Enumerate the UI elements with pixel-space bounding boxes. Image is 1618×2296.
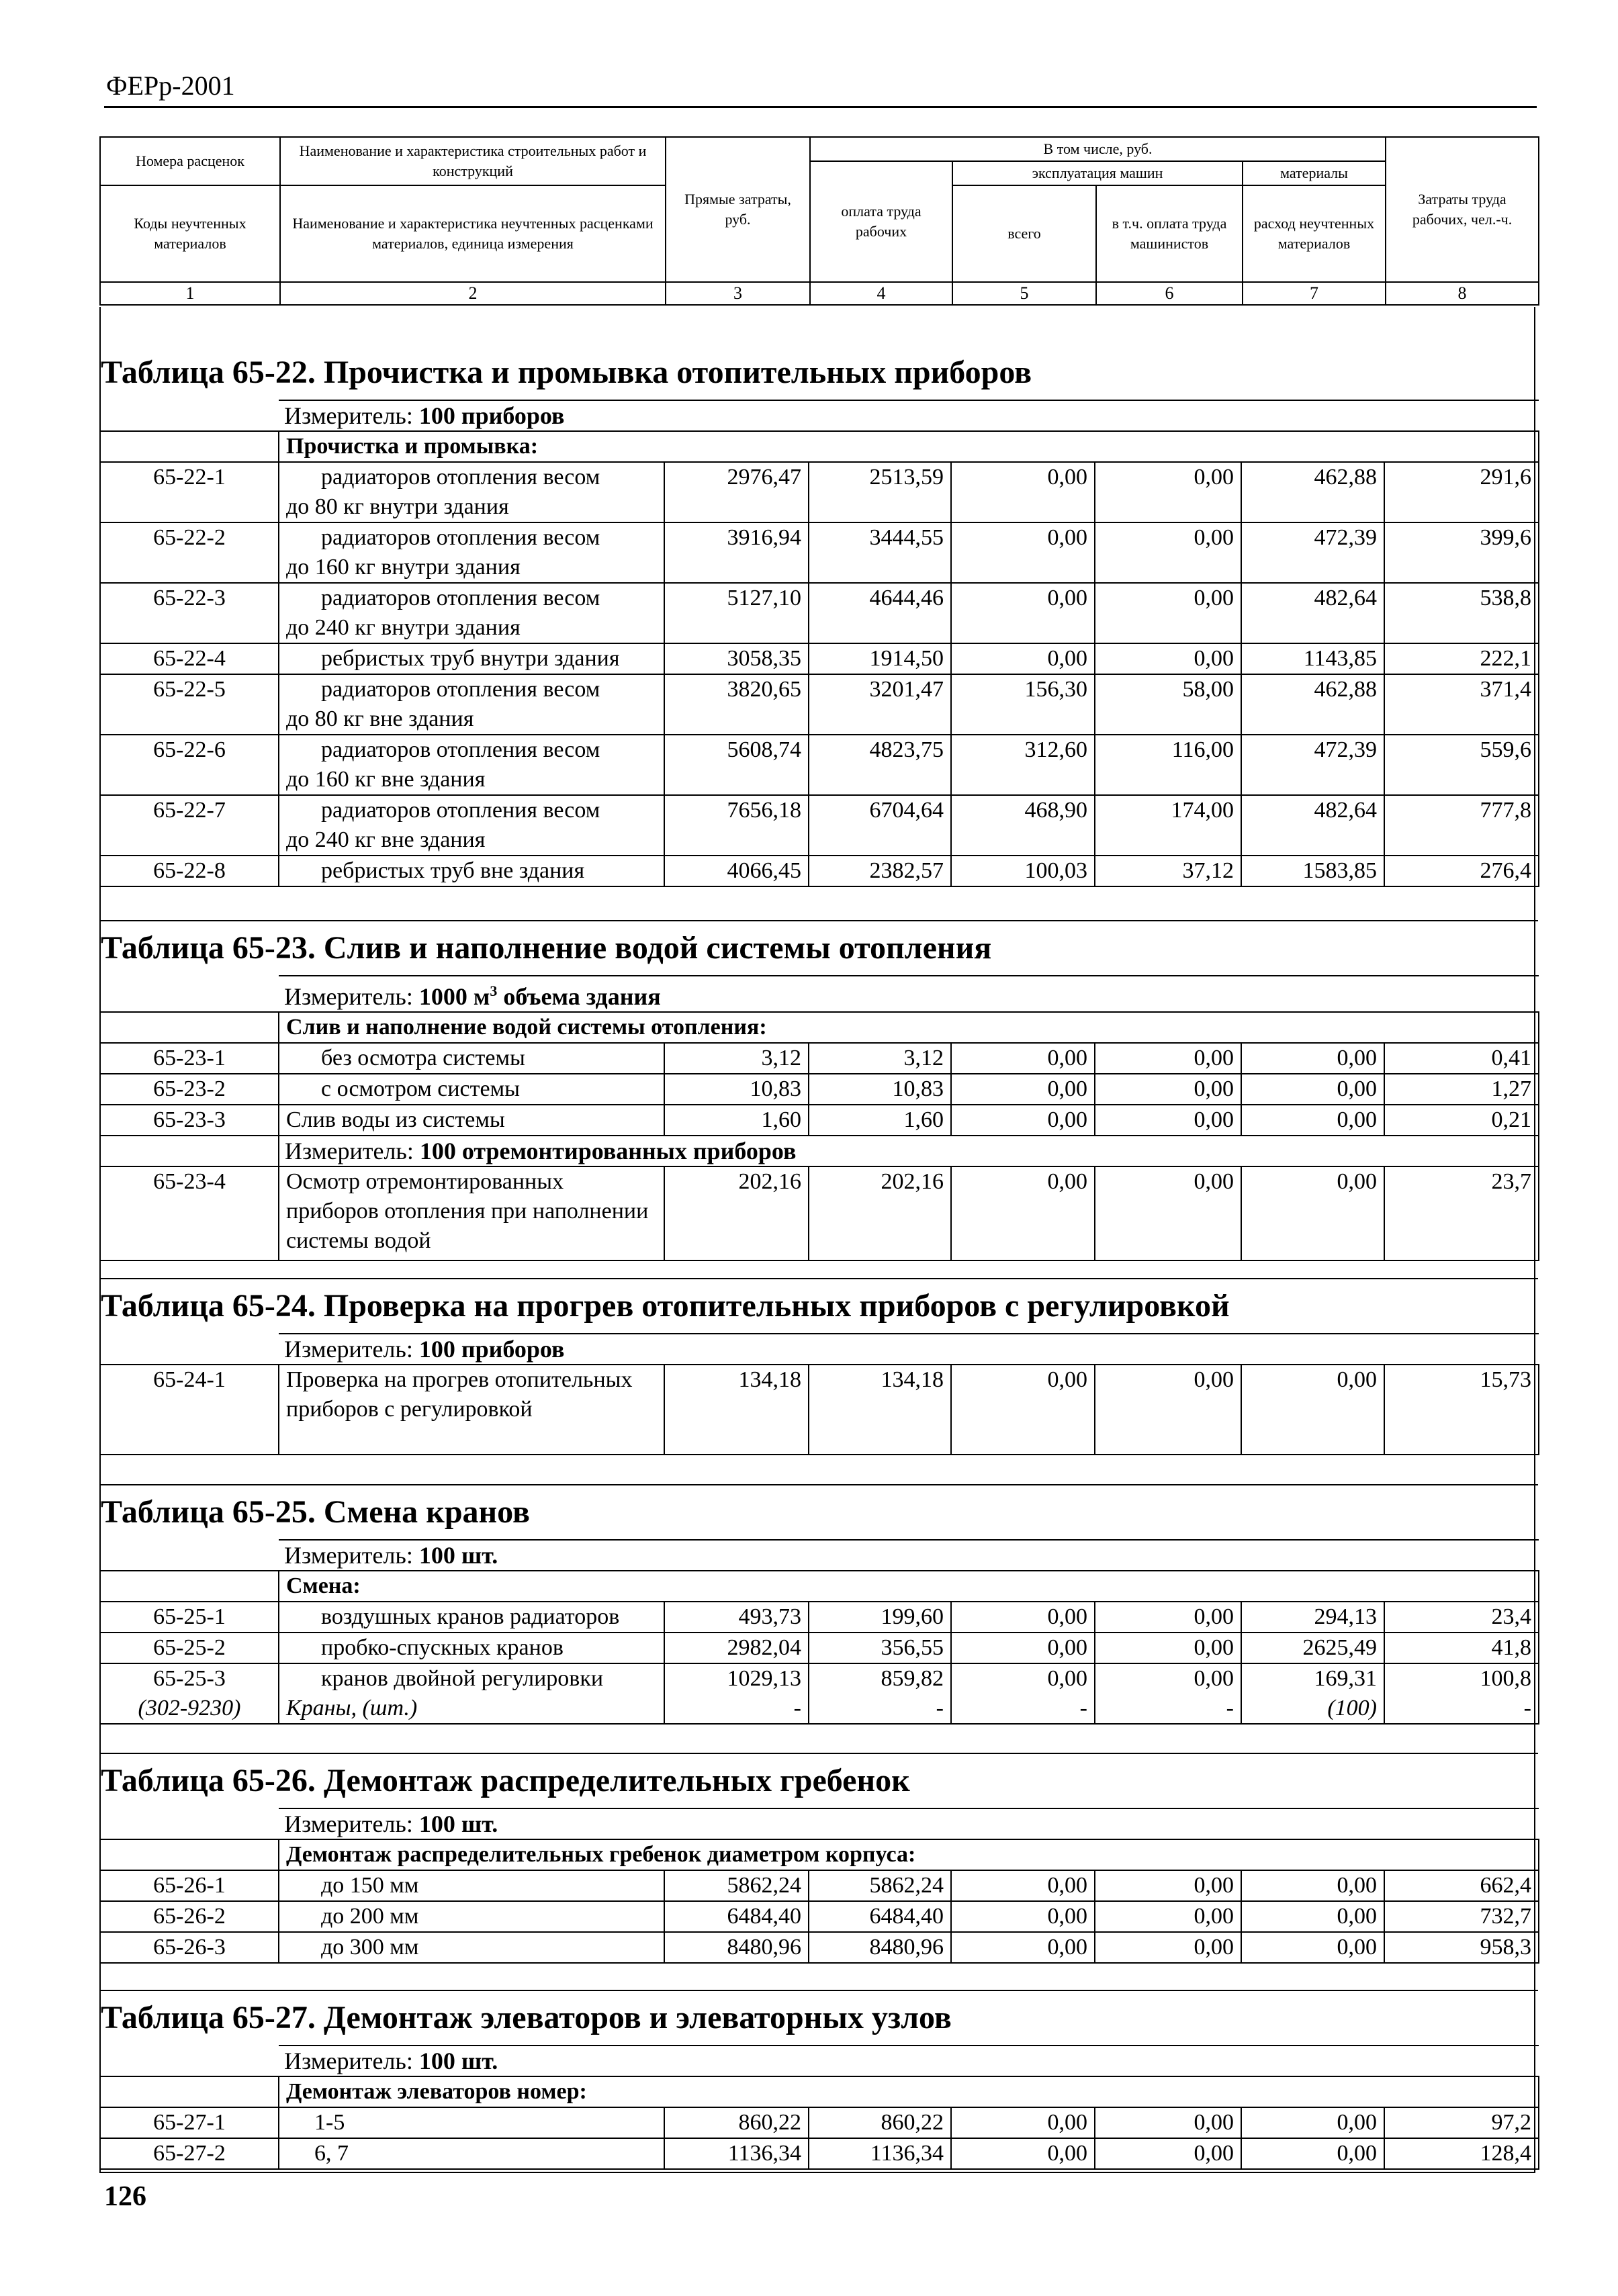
rate-code: 65-23-2 bbox=[100, 1074, 279, 1105]
measure-line bbox=[279, 1540, 1539, 1571]
direct-cost: - bbox=[664, 1694, 809, 1724]
machinist-wages: 0,00 bbox=[1095, 1932, 1241, 1963]
table-row bbox=[100, 1074, 1539, 1105]
machine-cost: 0,00 bbox=[951, 1105, 1095, 1136]
direct-cost: 6484,40 bbox=[664, 1901, 809, 1932]
wages: 6704,64 bbox=[809, 795, 951, 856]
measure-label: Измеритель: bbox=[284, 1336, 413, 1363]
work-name: до 150 мм bbox=[279, 1870, 664, 1901]
materials-cost: 0,00 bbox=[1241, 2107, 1384, 2138]
work-name: Проверка на прогрев отопительных приборов с регулировкой bbox=[279, 1365, 664, 1455]
col-number: 6 bbox=[1096, 282, 1243, 305]
rate-code: 65-23-3 bbox=[100, 1105, 279, 1136]
rate-code: 65-26-1 bbox=[100, 1870, 279, 1901]
work-name: кранов двойной регулировки bbox=[279, 1663, 664, 1694]
machinist-wages: 0,00 bbox=[1095, 2107, 1241, 2138]
wages: 1136,34 bbox=[809, 2138, 951, 2169]
work-name: радиаторов отопления весом до 160 кг вне здания bbox=[279, 735, 664, 795]
wages: 4823,75 bbox=[809, 735, 951, 795]
work-name: 1-5 bbox=[279, 2107, 664, 2138]
measure-label: Измеритель: bbox=[284, 1810, 413, 1837]
section-65-22 bbox=[99, 346, 1538, 887]
direct-cost: 10,83 bbox=[664, 1074, 809, 1105]
machinist-wages: 0,00 bbox=[1095, 1602, 1241, 1633]
measure-label: Измеритель: bbox=[285, 1138, 414, 1164]
wages: 4644,46 bbox=[809, 583, 951, 643]
section-title: Таблица 65-22. Прочистка и промывка отопительных приборов bbox=[101, 355, 1032, 390]
table-row bbox=[100, 1663, 1539, 1694]
section-65-27 bbox=[99, 1990, 1538, 2170]
materials-cost: 0,00 bbox=[1241, 1932, 1384, 1963]
labor-hours: 958,3 bbox=[1384, 1932, 1539, 1963]
rate-code: 65-22-7 bbox=[100, 795, 279, 856]
measure-value: 100 приборов bbox=[418, 1336, 565, 1363]
measure-line bbox=[279, 1334, 1539, 1365]
table-row bbox=[100, 1365, 1539, 1455]
direct-cost: 3820,65 bbox=[664, 674, 809, 735]
direct-cost: 3,12 bbox=[664, 1043, 809, 1074]
machine-cost: 0,00 bbox=[951, 1602, 1095, 1633]
table-row bbox=[100, 1932, 1539, 1963]
machine-cost: 0,00 bbox=[951, 1870, 1095, 1901]
wages: 8480,96 bbox=[809, 1932, 951, 1963]
machinist-wages: 174,00 bbox=[1095, 795, 1241, 856]
direct-cost: 202,16 bbox=[664, 1166, 809, 1260]
materials-cost: 0,00 bbox=[1241, 1870, 1384, 1901]
machinist-wages: 0,00 bbox=[1095, 1663, 1241, 1694]
wages: 6484,40 bbox=[809, 1901, 951, 1932]
direct-cost: 5127,10 bbox=[664, 583, 809, 643]
measure-label: Измеритель: bbox=[284, 402, 413, 429]
table-row bbox=[100, 1870, 1539, 1901]
subheader: Смена: bbox=[279, 1571, 1539, 1602]
work-name: воздушных кранов радиаторов bbox=[279, 1602, 664, 1633]
materials-cost: 482,64 bbox=[1241, 583, 1384, 643]
rate-code: 65-27-2 bbox=[100, 2138, 279, 2169]
machine-cost: 0,00 bbox=[951, 462, 1095, 522]
table-row bbox=[100, 1166, 1539, 1260]
machine-cost: 0,00 bbox=[951, 583, 1095, 643]
col-number: 3 bbox=[666, 282, 810, 305]
table-row bbox=[100, 735, 1539, 795]
work-name: радиаторов отопления весом до 240 кг внутри здания bbox=[279, 583, 664, 643]
machine-cost: 0,00 bbox=[951, 1633, 1095, 1663]
rates-table bbox=[99, 400, 1539, 887]
material-name: Краны, (шт.) bbox=[279, 1694, 664, 1724]
machine-cost: 0,00 bbox=[951, 643, 1095, 674]
wages: 202,16 bbox=[809, 1166, 951, 1260]
rate-code: 65-27-1 bbox=[100, 2107, 279, 2138]
rates-table bbox=[99, 2045, 1539, 2170]
direct-cost: 5862,24 bbox=[664, 1870, 809, 1901]
table-row bbox=[100, 1901, 1539, 1932]
wages: 5862,24 bbox=[809, 1870, 951, 1901]
table-row bbox=[100, 2107, 1539, 2138]
machine-cost: 0,00 bbox=[951, 2138, 1095, 2169]
direct-cost: 860,22 bbox=[664, 2107, 809, 2138]
work-name: без осмотра системы bbox=[279, 1043, 664, 1074]
measure-value: 100 шт. bbox=[418, 2048, 498, 2074]
rates-table bbox=[99, 1333, 1539, 1455]
subheader: Демонтаж элеваторов номер: bbox=[279, 2076, 1539, 2107]
direct-cost: 3916,94 bbox=[664, 522, 809, 583]
material-code: (302-9230) bbox=[100, 1694, 279, 1724]
machinist-wages: 0,00 bbox=[1095, 522, 1241, 583]
labor-hours: 1,27 bbox=[1384, 1074, 1539, 1105]
machine-cost: 0,00 bbox=[951, 1074, 1095, 1105]
machine-cost: 0,00 bbox=[951, 1166, 1095, 1260]
rate-code: 65-25-2 bbox=[100, 1633, 279, 1663]
material-row bbox=[100, 1694, 1539, 1724]
header-direct-cell: Прямые затраты, руб. bbox=[666, 137, 810, 282]
machine-cost: 312,60 bbox=[951, 735, 1095, 795]
measure-line bbox=[279, 1136, 1539, 1166]
direct-cost: 493,73 bbox=[664, 1602, 809, 1633]
machinist-wages: 37,12 bbox=[1095, 856, 1241, 886]
labor-hours: 128,4 bbox=[1384, 2138, 1539, 2169]
work-name: пробко-спускных кранов bbox=[279, 1633, 664, 1663]
header-machines-cell: эксплуатация машин bbox=[952, 161, 1243, 185]
header-name2-cell: Наименование и характеристика неучтенных расценками материалов, единица измерения bbox=[280, 185, 666, 282]
section-title: Таблица 65-25. Смена кранов bbox=[99, 1484, 1538, 1539]
work-name: 6, 7 bbox=[279, 2138, 664, 2169]
machinist-wages: 0,00 bbox=[1095, 1043, 1241, 1074]
wages: 860,22 bbox=[809, 2107, 951, 2138]
work-name: Осмотр отремонтированных приборов отопления при наполнении системы водой bbox=[279, 1166, 664, 1260]
col-number: 1 bbox=[100, 282, 280, 305]
machinist-wages: 0,00 bbox=[1095, 1105, 1241, 1136]
measure-value: 1000 $м^3$ объема здания bbox=[418, 982, 661, 1010]
machine-cost: 0,00 bbox=[951, 1901, 1095, 1932]
labor-hours: 732,7 bbox=[1384, 1901, 1539, 1932]
machinist-wages: 0,00 bbox=[1095, 583, 1241, 643]
col-number: 8 bbox=[1386, 282, 1539, 305]
col-number: 7 bbox=[1243, 282, 1386, 305]
work-name: ребристых труб внутри здания bbox=[279, 643, 664, 674]
materials-cost: 0,00 bbox=[1241, 1105, 1384, 1136]
section-65-23 bbox=[99, 920, 1538, 1261]
header-codes-cell: Номера расценок bbox=[100, 137, 280, 185]
labor-hours: 662,4 bbox=[1384, 1870, 1539, 1901]
direct-cost: 7656,18 bbox=[664, 795, 809, 856]
measure-line bbox=[279, 400, 1539, 431]
section-title: Таблица 65-24. Проверка на прогрев отопительных приборов с регулировкой bbox=[99, 1278, 1538, 1333]
table-row bbox=[100, 1602, 1539, 1633]
measure-label: Измеритель: bbox=[284, 2048, 413, 2074]
wages: 199,60 bbox=[809, 1602, 951, 1633]
machinist-wages: 0,00 bbox=[1095, 2138, 1241, 2169]
materials-cost: 462,88 bbox=[1241, 462, 1384, 522]
materials-cost: 482,64 bbox=[1241, 795, 1384, 856]
rate-code: 65-22-2 bbox=[100, 522, 279, 583]
work-name: Слив воды из системы bbox=[279, 1105, 664, 1136]
wages: 1914,50 bbox=[809, 643, 951, 674]
machine-cost: 0,00 bbox=[951, 2107, 1095, 2138]
direct-cost: 5608,74 bbox=[664, 735, 809, 795]
labor-hours: 15,73 bbox=[1384, 1365, 1539, 1455]
rate-code: 65-22-1 bbox=[100, 462, 279, 522]
work-name: радиаторов отопления весом до 80 кг внутри здания bbox=[279, 462, 664, 522]
header-wages-cell: оплата труда рабочих bbox=[810, 161, 952, 282]
work-name: ребристых труб вне здания bbox=[279, 856, 664, 886]
labor-hours: 291,6 bbox=[1384, 462, 1539, 522]
labor-hours: 559,6 bbox=[1384, 735, 1539, 795]
materials-cost: 462,88 bbox=[1241, 674, 1384, 735]
labor-hours: 0,21 bbox=[1384, 1105, 1539, 1136]
section-65-25 bbox=[99, 1484, 1538, 1725]
wages: 3201,47 bbox=[809, 674, 951, 735]
direct-cost: 1,60 bbox=[664, 1105, 809, 1136]
table-row bbox=[100, 583, 1539, 643]
machinist-wages: 0,00 bbox=[1095, 462, 1241, 522]
rate-code: 65-22-4 bbox=[100, 643, 279, 674]
materials-cost: 0,00 bbox=[1241, 1901, 1384, 1932]
work-name: радиаторов отопления весом до 240 кг вне здания bbox=[279, 795, 664, 856]
materials-cost: 2625,49 bbox=[1241, 1633, 1384, 1663]
materials-cost: 0,00 bbox=[1241, 1074, 1384, 1105]
machine-cost: 0,00 bbox=[951, 522, 1095, 583]
measure-value: 100 приборов bbox=[418, 402, 565, 429]
direct-cost: 2976,47 bbox=[664, 462, 809, 522]
measure-line bbox=[279, 2046, 1539, 2076]
rate-code: 65-22-8 bbox=[100, 856, 279, 886]
direct-cost: 4066,45 bbox=[664, 856, 809, 886]
measure-label: Измеритель: bbox=[284, 983, 413, 1010]
rate-code: 65-23-1 bbox=[100, 1043, 279, 1074]
rates-table bbox=[99, 1808, 1539, 1964]
machinist-wages: 0,00 bbox=[1095, 1166, 1241, 1260]
labor-hours: 538,8 bbox=[1384, 583, 1539, 643]
materials-cost: 472,39 bbox=[1241, 735, 1384, 795]
table-row bbox=[100, 462, 1539, 522]
measure-label: Измеритель: bbox=[284, 1542, 413, 1569]
wages: 3444,55 bbox=[809, 522, 951, 583]
wages: - bbox=[809, 1694, 951, 1724]
machinist-wages: 0,00 bbox=[1095, 1365, 1241, 1455]
rates-table bbox=[99, 975, 1539, 1261]
materials-cost: 0,00 bbox=[1241, 1365, 1384, 1455]
machine-cost: - bbox=[951, 1694, 1095, 1724]
header-mat-usage-cell: расход неучтенных материалов bbox=[1243, 185, 1386, 282]
rate-code: 65-24-1 bbox=[100, 1365, 279, 1455]
direct-cost: 134,18 bbox=[664, 1365, 809, 1455]
table-row bbox=[100, 1043, 1539, 1074]
rate-code: 65-23-4 bbox=[100, 1166, 279, 1260]
labor-hours: 23,7 bbox=[1384, 1166, 1539, 1260]
machine-cost: 100,03 bbox=[951, 856, 1095, 886]
page-number: 126 bbox=[104, 2181, 146, 2212]
machinist-wages: 0,00 bbox=[1095, 643, 1241, 674]
col-number: 4 bbox=[810, 282, 952, 305]
work-name: радиаторов отопления весом до 160 кг внутри здания bbox=[279, 522, 664, 583]
machinist-wages: - bbox=[1095, 1694, 1241, 1724]
machine-cost: 0,00 bbox=[951, 1663, 1095, 1694]
wages: 356,55 bbox=[809, 1633, 951, 1663]
document-code: ФЕРр-2001 bbox=[106, 71, 235, 101]
header-labor-cell: Затраты труда рабочих, чел.-ч. bbox=[1386, 137, 1539, 282]
labor-hours: - bbox=[1384, 1694, 1539, 1724]
rate-code: 65-25-1 bbox=[100, 1602, 279, 1633]
machine-cost: 0,00 bbox=[951, 1365, 1095, 1455]
machinist-wages: 0,00 bbox=[1095, 1870, 1241, 1901]
subheader: Демонтаж распределительных гребенок диаметром корпуса: bbox=[279, 1839, 1539, 1870]
header-materials-cell: материалы bbox=[1243, 161, 1386, 185]
measure-value: 100 шт. bbox=[418, 1810, 498, 1837]
table-row bbox=[100, 1105, 1539, 1136]
section-title: Таблица 65-23. Слив и наполнение водой системы отопления bbox=[99, 920, 1538, 975]
material-usage: (100) bbox=[1241, 1694, 1384, 1724]
work-name: с осмотром системы bbox=[279, 1074, 664, 1105]
materials-cost: 294,13 bbox=[1241, 1602, 1384, 1633]
subheader: Слив и наполнение водой системы отопления: bbox=[279, 1012, 1539, 1043]
measure-value: 100 отремонтированных приборов bbox=[419, 1138, 797, 1164]
direct-cost: 1029,13 bbox=[664, 1663, 809, 1694]
labor-hours: 0,41 bbox=[1384, 1043, 1539, 1074]
header-name-cell: Наименование и характеристика строительных работ и конструкций bbox=[280, 137, 666, 185]
rate-code: 65-22-6 bbox=[100, 735, 279, 795]
section-65-24 bbox=[99, 1278, 1538, 1455]
col-number: 2 bbox=[280, 282, 666, 305]
machinist-wages: 0,00 bbox=[1095, 1633, 1241, 1663]
table-row bbox=[100, 643, 1539, 674]
materials-cost: 0,00 bbox=[1241, 1166, 1384, 1260]
labor-hours: 399,6 bbox=[1384, 522, 1539, 583]
table-row bbox=[100, 856, 1539, 886]
machine-cost: 468,90 bbox=[951, 795, 1095, 856]
direct-cost: 3058,35 bbox=[664, 643, 809, 674]
rate-code: 65-26-2 bbox=[100, 1901, 279, 1932]
measure-value: 100 шт. bbox=[418, 1542, 498, 1569]
table-row bbox=[100, 1633, 1539, 1663]
rate-code: 65-25-3 bbox=[100, 1663, 279, 1694]
col-number: 5 bbox=[952, 282, 1096, 305]
materials-cost: 169,31 bbox=[1241, 1663, 1384, 1694]
rate-code: 65-22-3 bbox=[100, 583, 279, 643]
work-name: до 300 мм bbox=[279, 1932, 664, 1963]
materials-cost: 472,39 bbox=[1241, 522, 1384, 583]
rate-code: 65-22-5 bbox=[100, 674, 279, 735]
column-header-table bbox=[99, 136, 1539, 306]
labor-hours: 276,4 bbox=[1384, 856, 1539, 886]
labor-hours: 371,4 bbox=[1384, 674, 1539, 735]
wages: 10,83 bbox=[809, 1074, 951, 1105]
header-codes-materials-cell: Коды неучтенных материалов bbox=[100, 185, 280, 282]
machine-cost: 0,00 bbox=[951, 1043, 1095, 1074]
wages: 2513,59 bbox=[809, 462, 951, 522]
materials-cost: 1143,85 bbox=[1241, 643, 1384, 674]
labor-hours: 41,8 bbox=[1384, 1633, 1539, 1663]
header-mach-wages-cell: в т.ч. оплата труда машинистов bbox=[1096, 185, 1243, 282]
machinist-wages: 116,00 bbox=[1095, 735, 1241, 795]
labor-hours: 100,8 bbox=[1384, 1663, 1539, 1694]
table-row bbox=[100, 2138, 1539, 2169]
machinist-wages: 0,00 bbox=[1095, 1901, 1241, 1932]
rates-table bbox=[99, 1539, 1539, 1725]
work-name: радиаторов отопления весом до 80 кг вне здания bbox=[279, 674, 664, 735]
labor-hours: 23,4 bbox=[1384, 1602, 1539, 1633]
direct-cost: 8480,96 bbox=[664, 1932, 809, 1963]
direct-cost: 2982,04 bbox=[664, 1633, 809, 1663]
machine-cost: 0,00 bbox=[951, 1932, 1095, 1963]
header-incl-cell: В том числе, руб. bbox=[810, 137, 1386, 161]
section-title: Таблица 65-27. Демонтаж элеваторов и элеваторных узлов bbox=[99, 1990, 1538, 2045]
machinist-wages: 0,00 bbox=[1095, 1074, 1241, 1105]
wages: 859,82 bbox=[809, 1663, 951, 1694]
wages: 1,60 bbox=[809, 1105, 951, 1136]
materials-cost: 0,00 bbox=[1241, 1043, 1384, 1074]
materials-cost: 0,00 bbox=[1241, 2138, 1384, 2169]
subheader: Прочистка и промывка: bbox=[279, 431, 1539, 462]
work-name: до 200 мм bbox=[279, 1901, 664, 1932]
table-row bbox=[100, 522, 1539, 583]
section-title: Таблица 65-26. Демонтаж распределительных гребенок bbox=[99, 1753, 1538, 1808]
table-row bbox=[100, 795, 1539, 856]
header-mach-total-cell: всего bbox=[952, 185, 1096, 282]
labor-hours: 97,2 bbox=[1384, 2107, 1539, 2138]
materials-cost: 1583,85 bbox=[1241, 856, 1384, 886]
wages: 3,12 bbox=[809, 1043, 951, 1074]
measure-line bbox=[279, 976, 1539, 1012]
table-row bbox=[100, 674, 1539, 735]
header-rule bbox=[104, 106, 1537, 108]
labor-hours: 777,8 bbox=[1384, 795, 1539, 856]
direct-cost: 1136,34 bbox=[664, 2138, 809, 2169]
machine-cost: 156,30 bbox=[951, 674, 1095, 735]
labor-hours: 222,1 bbox=[1384, 643, 1539, 674]
wages: 2382,57 bbox=[809, 856, 951, 886]
measure-line bbox=[279, 1808, 1539, 1839]
machinist-wages: 58,00 bbox=[1095, 674, 1241, 735]
wages: 134,18 bbox=[809, 1365, 951, 1455]
section-65-26 bbox=[99, 1753, 1538, 1964]
rate-code: 65-26-3 bbox=[100, 1932, 279, 1963]
